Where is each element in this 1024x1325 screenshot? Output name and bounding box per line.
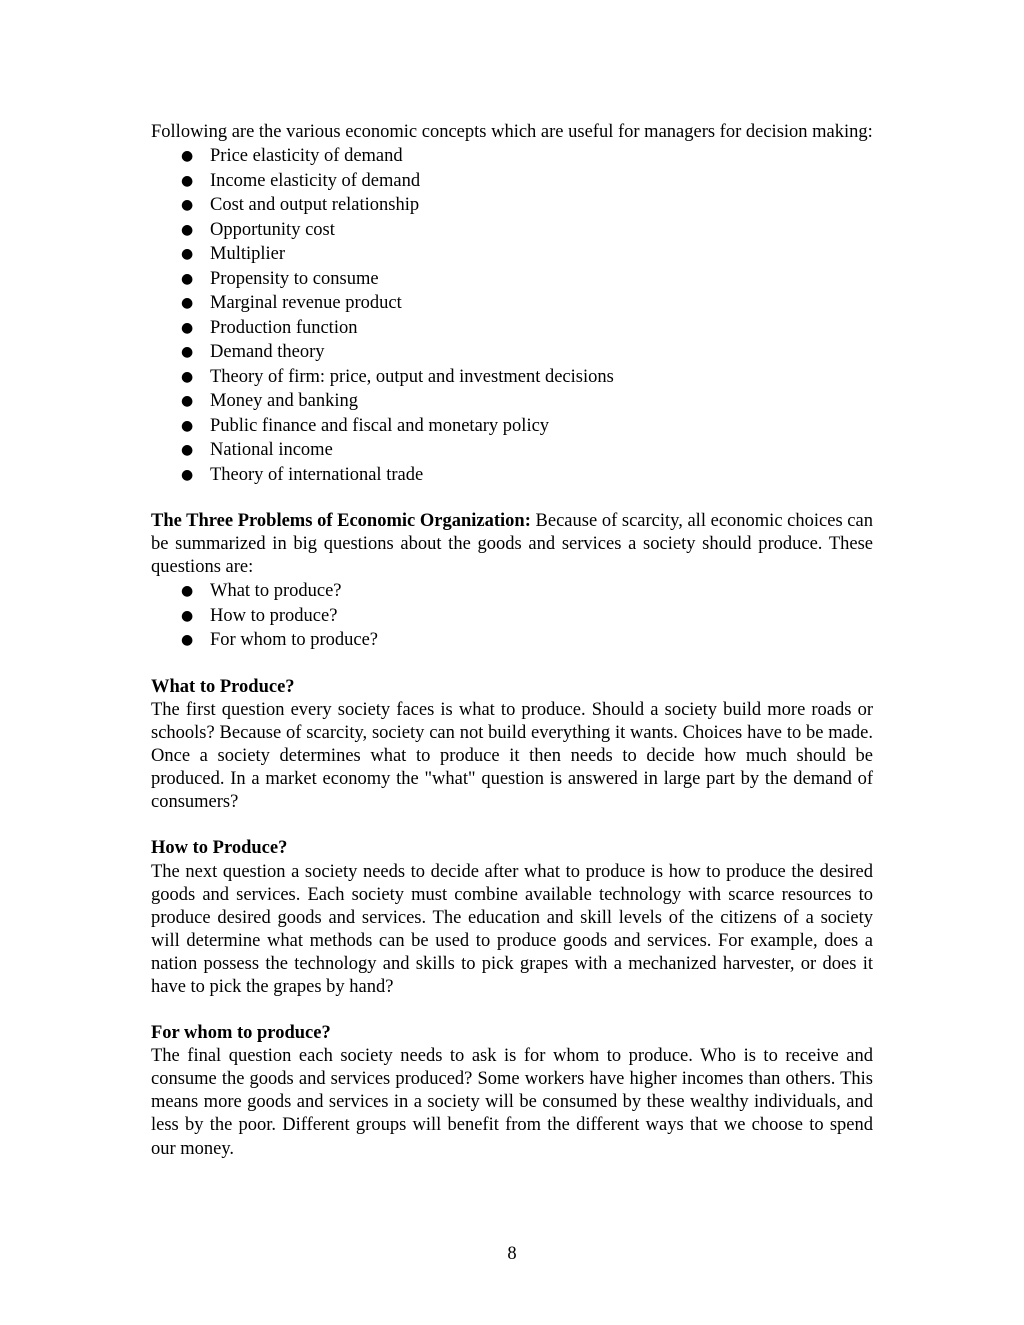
bullet-icon: ● [181,417,194,434]
bullet-icon: ● [181,442,194,459]
list-item: ● Theory of firm: price, output and investment decisions [151,365,873,390]
list-item: ● Public finance and fiscal and monetary policy [151,414,873,439]
list-item: ● National income [151,438,873,463]
list-item: ● What to produce? [151,579,873,604]
for-whom-heading: For whom to produce? [151,1023,331,1044]
bullet-icon: ● [181,466,194,483]
bullet-icon: ● [181,295,194,312]
bullet-icon: ● [181,632,194,649]
what-to-produce-paragraph: The first question every society faces is what to produce. Should a society build more roads or schools? Because of scarcity, society can not build everything it wants. Choices have to be made. Once a society determines what to produce it then needs to decide how much should be produced. In a market economy the "what" question is answered in large part by the demand of consumers? [151,699,873,813]
list-item: ● Price elasticity of demand [151,144,873,169]
list-item: ● Opportunity cost [151,218,873,243]
bullet-icon: ● [181,246,194,263]
bullet-icon: ● [181,344,194,361]
list-item: ● Cost and output relationship [151,193,873,218]
list-item: ● Income elasticity of demand [151,169,873,194]
bullet-icon: ● [181,221,194,238]
bullet-icon: ● [181,583,194,600]
for-whom-paragraph: The final question each society needs to ask is for whom to produce. Who is to receive and consume the goods and services produced? Some workers have higher incomes than others. This means more goods and services in a society will be consumed by these wealthy individuals, and less by the poor. Different groups will benefit from the different ways that we choose to spend our money. [151,1046,873,1159]
list-item: ● How to produce? [151,604,873,629]
list-item: ● Demand theory [151,340,873,365]
bullet-icon: ● [181,172,194,189]
three-problems-paragraph [151,510,873,579]
bullet-icon: ● [181,319,194,336]
questions-list [151,579,873,653]
concepts-list [151,144,873,487]
list-item: ● Marginal revenue product [151,291,873,316]
page-number: 8 [507,1244,517,1264]
three-problems-text: Because of scarcity, all economic choices can be summarized in big questions about the goods and services a society should produce. These questions are: [151,511,873,578]
document-page [151,121,873,1161]
bullet-icon: ● [181,270,194,287]
bullet-icon: ● [181,197,194,214]
list-item: ● Theory of international trade [151,463,873,488]
list-item: ● Multiplier [151,242,873,267]
list-item: ● For whom to produce? [151,628,873,653]
bullet-icon: ● [181,607,194,624]
what-to-produce-heading: What to Produce? [151,676,295,697]
bullet-icon: ● [181,368,194,385]
list-item: ● Propensity to consume [151,267,873,292]
list-item: ● Production function [151,316,873,341]
how-to-produce-heading: How to Produce? [151,838,288,859]
list-item: ● Money and banking [151,389,873,414]
how-to-produce-paragraph: The next question a society needs to decide after what to produce is how to produce the desired goods and services. Each society must combine available technology with scarce resources to produce desired goods and services. The education and skill levels of the citizens of a society will determine what methods can be used to produce goods and services. For example, does a nation possess the technology and skills to pick grapes with a mechanized harvester, or does it have to pick the grapes by hand? [151,861,873,997]
intro-paragraph: Following are the various economic concepts which are useful for managers for decision making: [151,122,873,142]
bullet-icon: ● [181,148,194,165]
three-problems-heading: The Three Problems of Economic Organization: [151,511,531,532]
bullet-icon: ● [181,393,194,410]
